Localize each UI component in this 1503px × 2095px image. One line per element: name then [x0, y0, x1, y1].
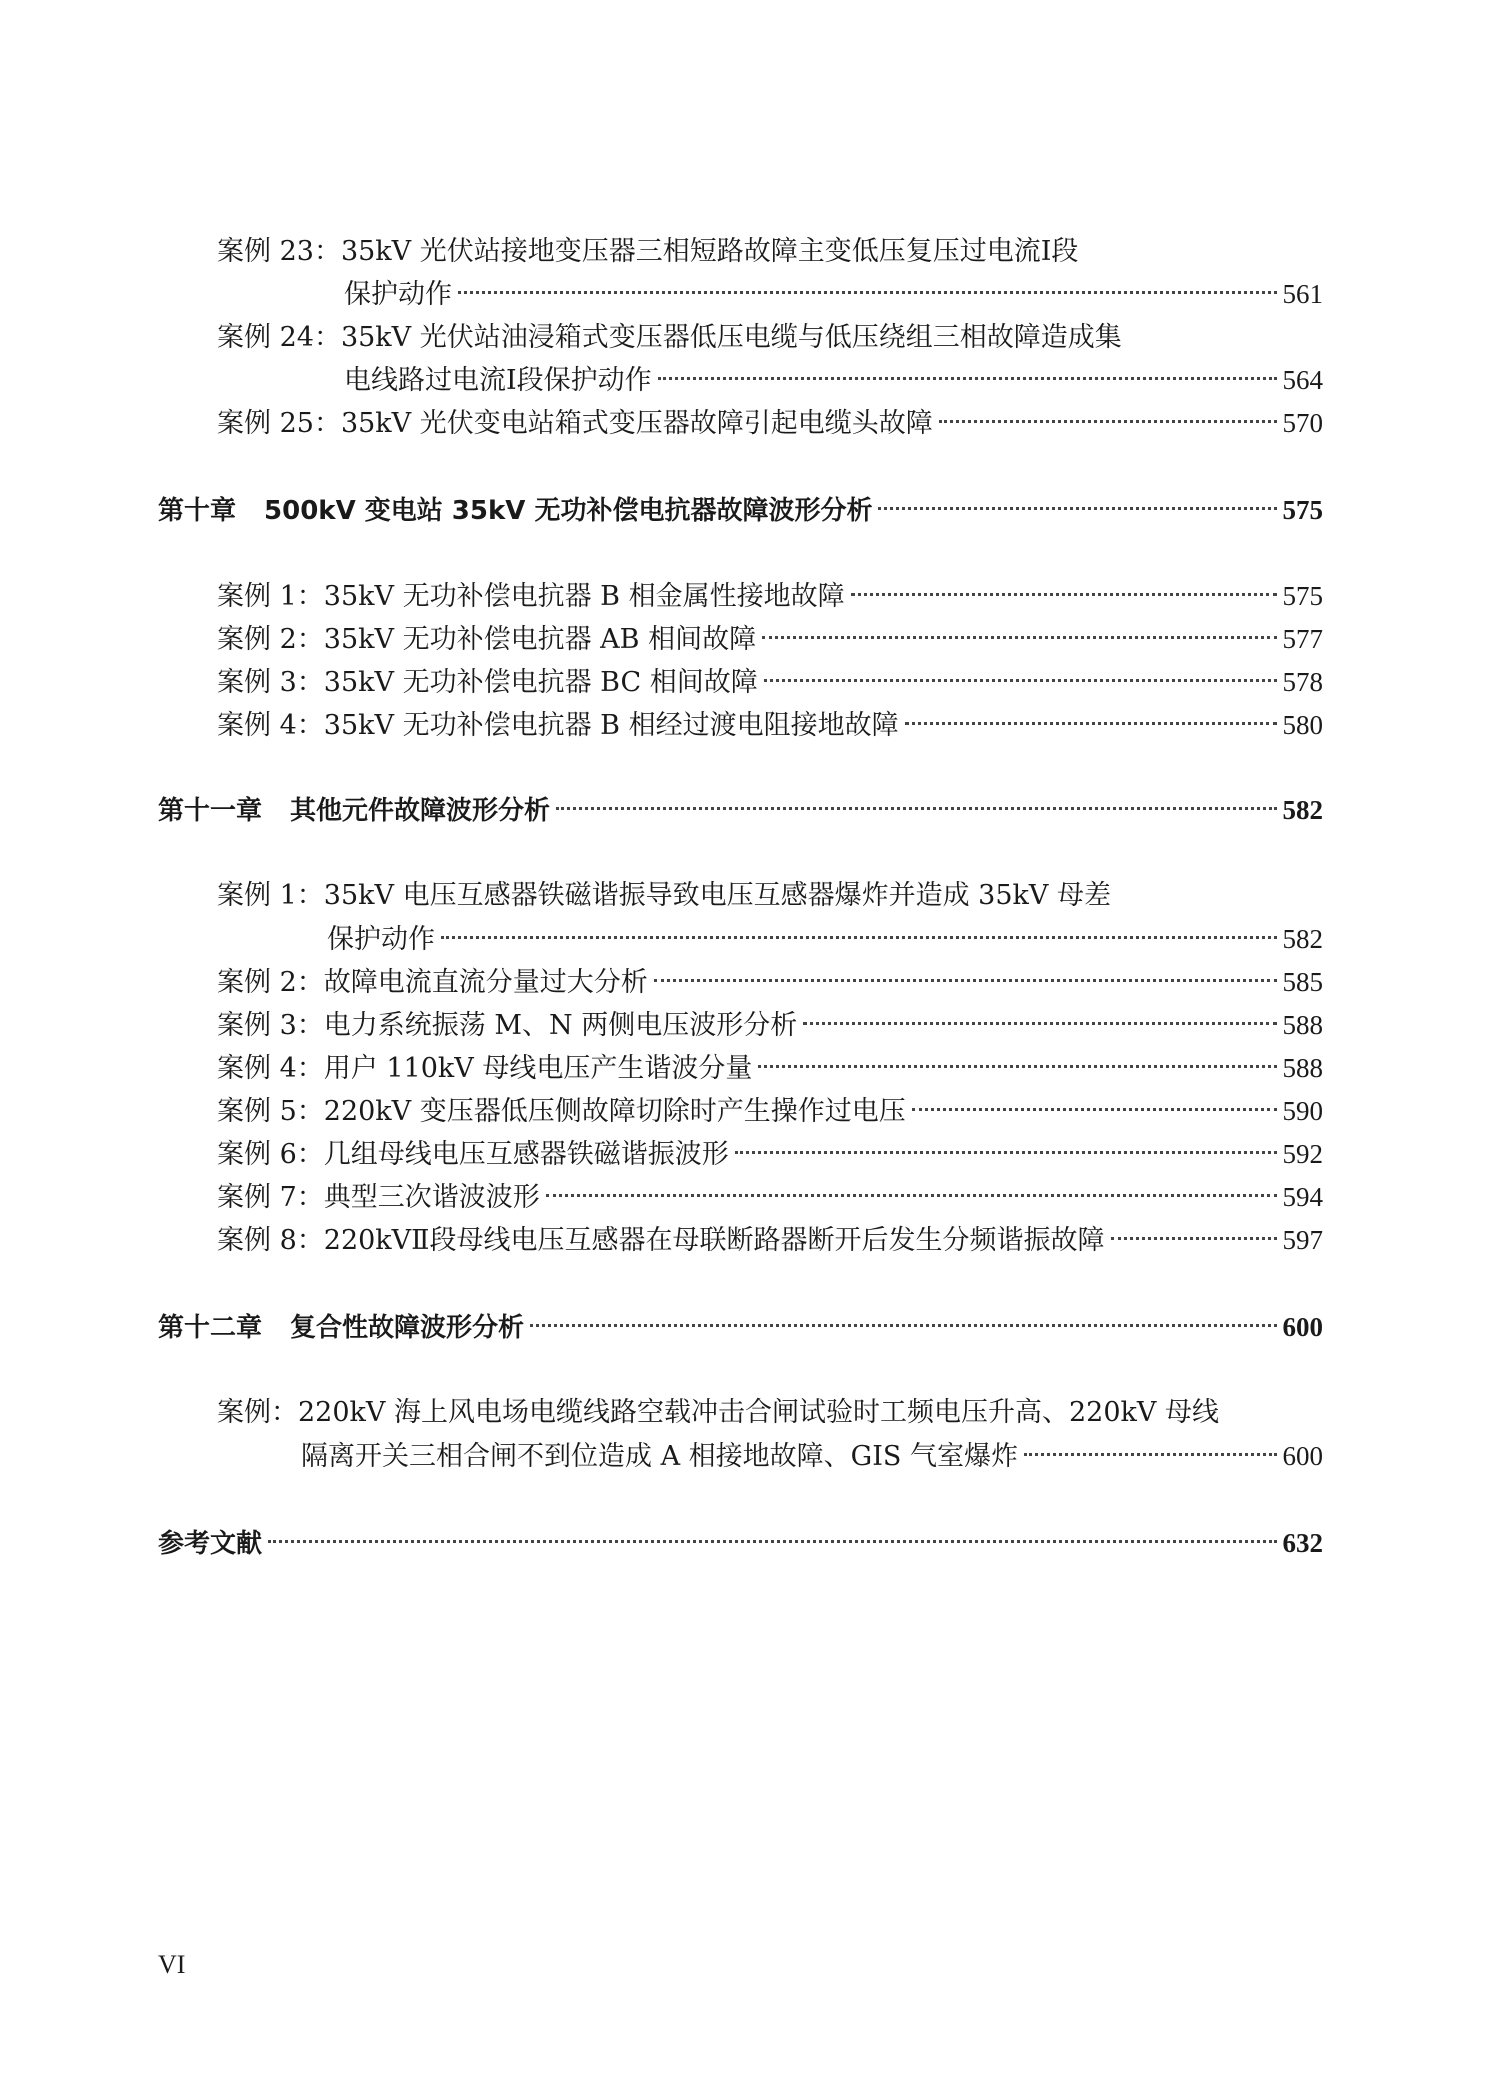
page-number: 600 — [1282, 1312, 1323, 1342]
case-prefix: 案例 4： — [217, 1053, 324, 1084]
toc-entry-ch11-case6[interactable] — [217, 1134, 1323, 1174]
page-number: 564 — [1282, 365, 1323, 395]
toc-entry-ch11-case8[interactable] — [217, 1220, 1323, 1260]
leader-dots — [556, 807, 1276, 810]
leader-dots — [758, 1065, 1276, 1068]
toc-entry-ch10-case2[interactable] — [217, 619, 1323, 659]
case-prefix: 案例： — [217, 1397, 298, 1428]
page-number: 577 — [1282, 624, 1323, 654]
leader-dots — [268, 1540, 1276, 1543]
case-title: 35kV 无功补偿电抗器 BC 相间故障 — [323, 667, 758, 698]
case-prefix: 案例 1： — [217, 880, 324, 911]
toc-chapter-11[interactable] — [158, 790, 1323, 830]
case-prefix: 案例 2： — [217, 967, 324, 998]
page-number: 570 — [1282, 408, 1323, 438]
case-prefix: 案例 23： — [217, 236, 341, 267]
case-prefix: 案例 24： — [217, 322, 341, 353]
page-number: 590 — [1282, 1096, 1323, 1126]
leader-dots — [735, 1151, 1277, 1154]
page-number: 578 — [1282, 667, 1323, 697]
leader-dots — [939, 420, 1277, 423]
toc-chapter-12[interactable] — [158, 1307, 1323, 1347]
leader-dots — [1111, 1237, 1277, 1240]
chapter-label: 第十一章 — [158, 796, 263, 826]
case-prefix: 案例 3： — [217, 667, 324, 698]
leader-dots — [546, 1194, 1277, 1197]
case-title: 电力系统振荡 M、N 两侧电压波形分析 — [323, 1010, 798, 1041]
case-title: 35kV 光伏站油浸箱式变压器低压电缆与低压绕组三相故障造成集 — [340, 322, 1122, 353]
references-title: 参考文献 — [158, 1529, 263, 1559]
toc-entry-ch10-case1[interactable] — [217, 576, 1323, 616]
leader-dots — [658, 377, 1277, 380]
chapter-title: 复合性故障波形分析 — [290, 1313, 525, 1343]
page-number: 600 — [1282, 1441, 1323, 1471]
case-prefix: 案例 5： — [217, 1096, 324, 1127]
toc-entry-ch11-case7[interactable] — [217, 1177, 1323, 1217]
toc-entry-ch11-case2[interactable] — [217, 962, 1323, 1002]
case-title: 35kV 无功补偿电抗器 AB 相间故障 — [323, 624, 757, 655]
leader-dots — [905, 722, 1277, 725]
case-title: 35kV 光伏变电站箱式变压器故障引起电缆头故障 — [340, 408, 933, 439]
case-title: 220kVⅡ段母线电压互感器在母联断路器断开后发生分频谐振故障 — [323, 1225, 1105, 1256]
leader-dots — [803, 1022, 1276, 1025]
case-prefix: 案例 7： — [217, 1182, 324, 1213]
case-title-cont: 隔离开关三相合闸不到位造成 A 相接地故障、GIS 气室爆炸 — [301, 1441, 1018, 1472]
leader-dots — [441, 936, 1277, 939]
toc-entry-case23[interactable] — [344, 274, 1323, 314]
chapter-title: 500kV 变电站 35kV 无功补偿电抗器故障波形分析 — [264, 496, 873, 526]
case-prefix: 案例 4： — [217, 710, 324, 741]
toc-entry-ch10-case3[interactable] — [217, 662, 1323, 702]
page-number: 594 — [1282, 1182, 1323, 1212]
toc-entry-case23-line1 — [217, 232, 1078, 272]
chapter-label: 第十二章 — [158, 1313, 263, 1343]
case-title: 几组母线电压互感器铁磁谐振波形 — [323, 1139, 729, 1170]
toc-chapter-10[interactable] — [158, 490, 1323, 530]
page-number: 575 — [1282, 495, 1323, 525]
toc-entry-ch11-case3[interactable] — [217, 1005, 1323, 1045]
case-prefix: 案例 3： — [217, 1010, 324, 1041]
case-title-cont: 保护动作 — [344, 279, 452, 310]
leader-dots — [458, 291, 1277, 294]
chapter-title: 其他元件故障波形分析 — [290, 796, 551, 826]
leader-dots — [912, 1108, 1277, 1111]
case-prefix: 案例 2： — [217, 624, 324, 655]
case-prefix: 案例 8： — [217, 1225, 324, 1256]
case-title-cont: 保护动作 — [327, 924, 435, 955]
case-title: 故障电流直流分量过大分析 — [323, 967, 648, 998]
toc-entry-ch11-case5[interactable] — [217, 1091, 1323, 1131]
case-title: 35kV 无功补偿电抗器 B 相经过渡电阻接地故障 — [323, 710, 899, 741]
page-number: 592 — [1282, 1139, 1323, 1169]
case-title: 35kV 电压互感器铁磁谐振导致电压互感器爆炸并造成 35kV 母差 — [323, 880, 1111, 911]
toc-entry-ch10-case4[interactable] — [217, 705, 1323, 745]
toc-entry-case24-line1 — [217, 318, 1122, 358]
case-prefix: 案例 6： — [217, 1139, 324, 1170]
case-title-cont: 电线路过电流Ⅰ段保护动作 — [344, 365, 652, 396]
case-title: 典型三次谐波波形 — [323, 1182, 540, 1213]
toc-entry-ch11-case4[interactable] — [217, 1048, 1323, 1088]
leader-dots — [530, 1324, 1276, 1327]
leader-dots — [654, 979, 1277, 982]
toc-references[interactable] — [158, 1523, 1323, 1563]
case-title: 220kV 海上风电场电缆线路空载冲击合闸试验时工频电压升高、220kV 母线 — [298, 1397, 1219, 1428]
leader-dots — [762, 636, 1276, 639]
toc-entry-case25[interactable] — [217, 403, 1323, 443]
page-number: 582 — [1282, 795, 1323, 825]
case-title: 35kV 光伏站接地变压器三相短路故障主变低压复压过电流Ⅰ段 — [340, 236, 1079, 267]
leader-dots — [878, 507, 1276, 510]
toc-entry-ch12-case[interactable] — [301, 1436, 1323, 1476]
toc-entry-ch11-case1[interactable] — [327, 919, 1323, 959]
page-number: 580 — [1282, 710, 1323, 740]
leader-dots — [764, 679, 1277, 682]
page-number: 585 — [1282, 967, 1323, 997]
page-number: 632 — [1282, 1528, 1323, 1558]
case-title: 35kV 无功补偿电抗器 B 相金属性接地故障 — [323, 581, 845, 612]
chapter-label: 第十章 — [158, 496, 237, 526]
case-title: 用户 110kV 母线电压产生谐波分量 — [323, 1053, 753, 1084]
page-number: 561 — [1282, 279, 1323, 309]
page-number: 588 — [1282, 1053, 1323, 1083]
toc-entry-ch12-case-line1 — [217, 1393, 1219, 1433]
page-number: 588 — [1282, 1010, 1323, 1040]
toc-entry-ch11-case1-line1 — [217, 876, 1111, 916]
leader-dots — [851, 593, 1277, 596]
folio-page-number: VI — [158, 1950, 186, 1979]
case-title: 220kV 变压器低压侧故障切除时产生操作过电压 — [323, 1096, 906, 1127]
page-number: 575 — [1282, 581, 1323, 611]
page-number: 597 — [1282, 1225, 1323, 1255]
toc-entry-case24[interactable] — [344, 360, 1323, 400]
case-prefix: 案例 25： — [217, 408, 341, 439]
leader-dots — [1024, 1453, 1277, 1456]
page-number: 582 — [1282, 924, 1323, 954]
case-prefix: 案例 1： — [217, 581, 324, 612]
